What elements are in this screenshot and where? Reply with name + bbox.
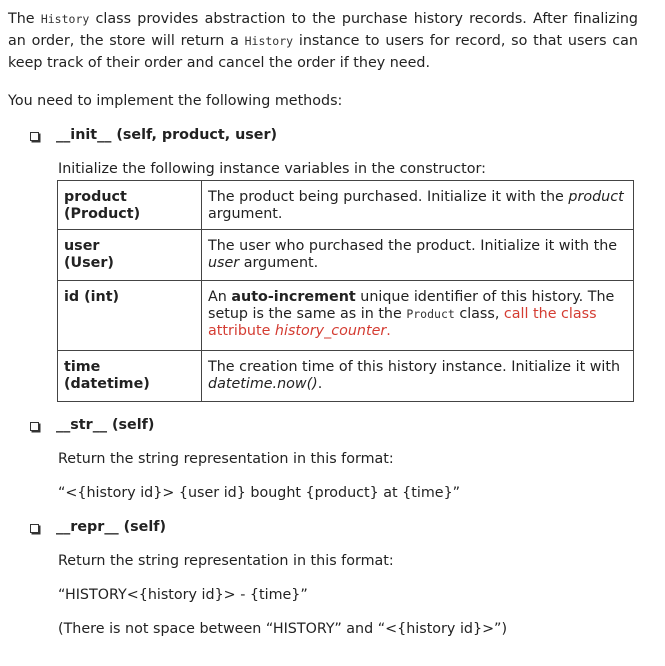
intro-paragraph: The History class provides abstraction to the purchase history records. After finalizing an order, the store will return a History instance to users for record, so that users can keep track of their order and cancel the order if they need. [8, 11, 638, 71]
table-row [58, 230, 634, 281]
checkbox-bullet-icon [30, 524, 39, 533]
init-description: Initialize the following instance variables in the constructor: [58, 161, 486, 177]
table-row [58, 181, 634, 230]
init-method-heading [30, 124, 277, 146]
str-description: Return the string representation in this format: [58, 451, 394, 467]
str-method-heading [30, 414, 154, 436]
str-signature: __str__ (self) [56, 417, 155, 433]
var-name: time (datetime) [58, 351, 202, 402]
instance-variables-table [57, 180, 634, 402]
repr-note: (There is not space between “HISTORY” and “<{history id}>”) [58, 621, 508, 637]
var-description: An auto-increment unique identifier of this history. The setup is the same as in the Product class, call the class attribute history_counter. [202, 281, 634, 351]
repr-format: “HISTORY<{history id}> - {time}” [58, 587, 308, 603]
repr-description: Return the string representation in this format: [58, 553, 394, 569]
checkbox-bullet-icon [30, 422, 39, 431]
var-description: The product being purchased. Initialize it with the product argument. [202, 181, 634, 230]
table-row [58, 351, 634, 402]
init-signature: __init__ (self, product, user) [56, 127, 278, 143]
str-format: “<{history id}> {user id} bought {product} at {time}” [58, 485, 461, 501]
checkbox-bullet-icon [30, 132, 39, 141]
var-name: user (User) [58, 230, 202, 281]
repr-method-heading [30, 516, 166, 538]
var-name: product (Product) [58, 181, 202, 230]
var-name: id (int) [58, 281, 202, 351]
code-history: History [40, 12, 90, 26]
table-row [58, 281, 634, 351]
var-description: The creation time of this history instance. Initialize it with datetime.now(). [202, 351, 634, 402]
repr-signature: __repr__ (self) [56, 519, 166, 535]
methods-intro: You need to implement the following methods: [8, 93, 343, 109]
code-history: History [244, 34, 294, 48]
var-description: The user who purchased the product. Initialize it with the user argument. [202, 230, 634, 281]
